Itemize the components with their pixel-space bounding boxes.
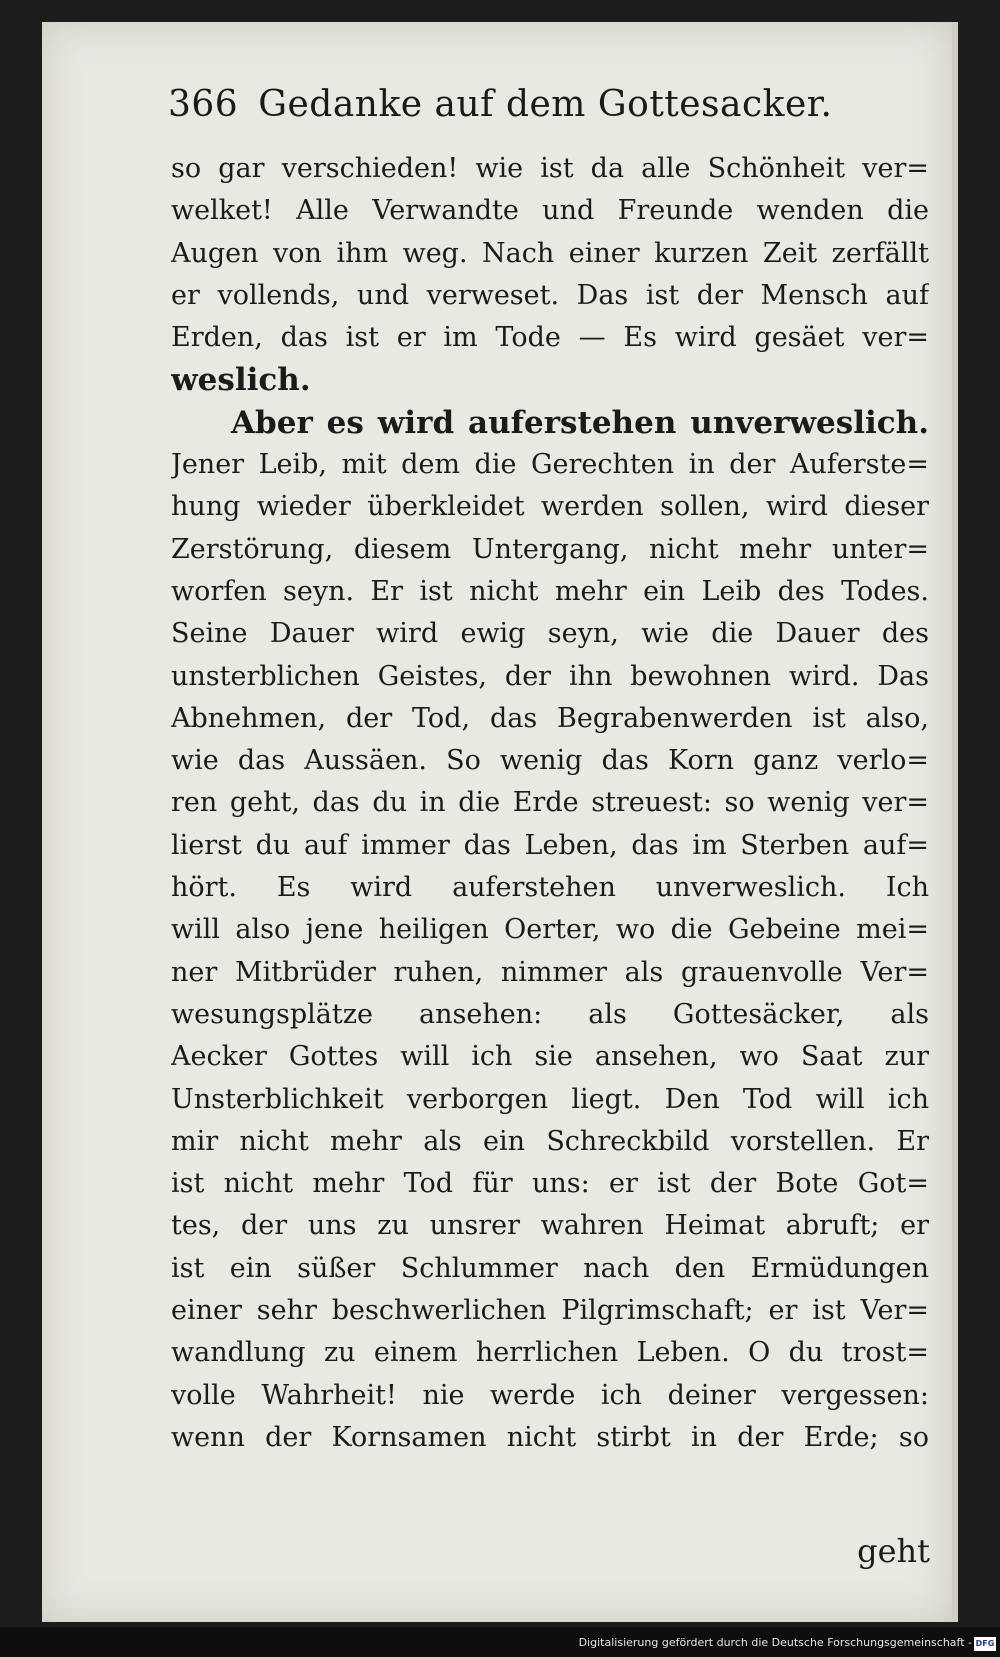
text-line: will also jene heiligen Oerter, wo die Gebeine mei=	[171, 914, 929, 946]
text-line: volle Wahrheit! nie werde ich deiner vergessen:	[171, 1379, 929, 1411]
text-line: Augen von ihm weg. Nach einer kurzen Zeit zerfällt	[171, 237, 929, 269]
text-line: er vollends, und verweset. Das ist der Mensch auf	[171, 279, 929, 311]
text-line: wesungsplätze ansehen: als Gottesäcker, als	[171, 998, 929, 1030]
dfg-logo: DFG	[974, 1637, 996, 1651]
text-line: Aecker Gottes will ich sie ansehen, wo Saat zur	[171, 1041, 929, 1073]
text-line: wie das Aussäen. So wenig das Korn ganz verlo=	[171, 745, 929, 777]
text-line: Erden, das ist er im Tode — Es wird gesäet ver=	[171, 322, 929, 354]
body-text	[171, 148, 929, 1459]
catchword: geht	[857, 1532, 930, 1570]
text-line: lierst du auf immer das Leben, das im Sterben auf=	[171, 829, 929, 861]
text-line: hung wieder überkleidet werden sollen, wird dieser	[171, 491, 929, 523]
text-line: ist ein süßer Schlummer nach den Ermüdungen	[171, 1252, 929, 1284]
text-line: ist nicht mehr Tod für uns: er ist der Bote Got=	[171, 1168, 929, 1200]
running-title: Gedanke auf dem Gottesacker.	[258, 84, 833, 125]
page-header	[168, 84, 832, 125]
text-line: Aber es wird auferstehen unverweslich.	[231, 404, 929, 441]
text-line: ner Mitbrüder ruhen, nimmer als grauenvolle Ver=	[171, 956, 929, 988]
text-line: tes, der uns zu unsrer wahren Heimat abruft; er	[171, 1210, 929, 1242]
text-line: Seine Dauer wird ewig seyn, wie die Dauer des	[171, 618, 929, 650]
text-line: wandlung zu einem herrlichen Leben. O du trost=	[171, 1337, 929, 1369]
text-line: einer sehr beschwerlichen Pilgrimschaft; er ist Ver=	[171, 1295, 929, 1327]
text-line: Jener Leib, mit dem die Gerechten in der Auferste=	[171, 449, 929, 481]
text-line: ren geht, das du in die Erde streuest: so wenig ver=	[171, 787, 929, 819]
text-line: worfen seyn. Er ist nicht mehr ein Leib des Todes.	[171, 575, 929, 607]
page-number: 366	[168, 84, 239, 125]
text-line: wenn der Kornsamen nicht stirbt in der Erde; so	[171, 1421, 929, 1453]
text-line: weslich.	[171, 362, 311, 399]
text-line: welket! Alle Verwandte und Freunde wenden die	[171, 195, 929, 227]
text-line: unsterblichen Geistes, der ihn bewohnen wird. Das	[171, 660, 929, 692]
text-line: so gar verschieden! wie ist da alle Schönheit ver=	[171, 153, 929, 184]
text-line: Abnehmen, der Tod, das Begrabenwerden ist also,	[171, 702, 929, 734]
text-line: mir nicht mehr als ein Schreckbild vorstellen. Er	[171, 1125, 929, 1157]
digitization-credit: Digitalisierung gefördert durch die Deutsche Forschungsgemeinschaft -	[578, 1636, 972, 1649]
text-line: Zerstörung, diesem Untergang, nicht mehr unter=	[171, 533, 929, 565]
text-line: hört. Es wird auferstehen unverweslich. Ich	[171, 872, 929, 904]
text-line: Unsterblichkeit verborgen liegt. Den Tod will ich	[171, 1083, 929, 1115]
footer-bar	[0, 1627, 1000, 1657]
